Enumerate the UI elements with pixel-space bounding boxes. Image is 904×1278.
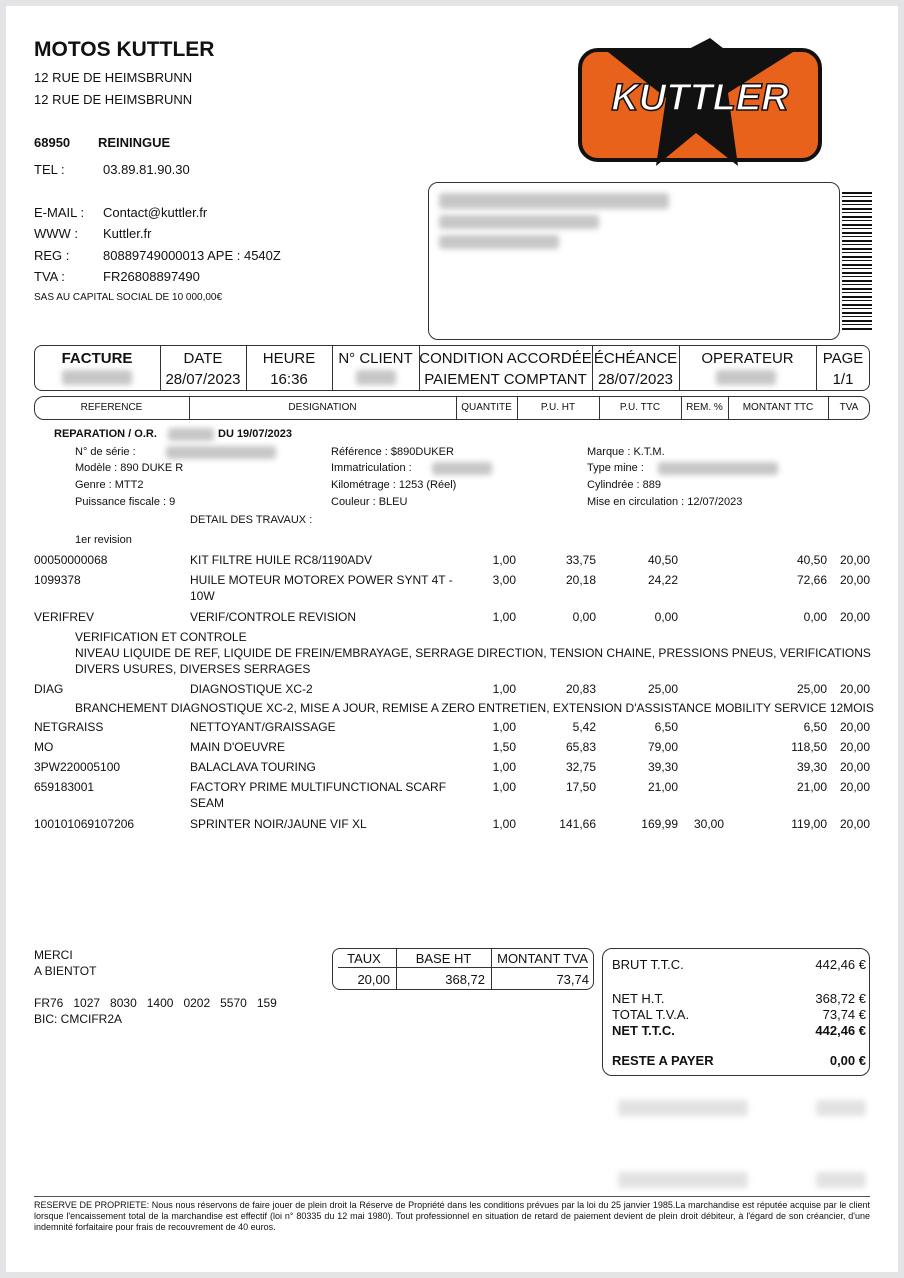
- email-value: Contact@kuttler.fr: [103, 205, 208, 220]
- line-tva: 20,00: [839, 573, 870, 587]
- page-label: PAGE: [822, 350, 864, 367]
- line-pu-ttc: 0,00: [654, 610, 678, 624]
- line-qty: 1,00: [492, 780, 516, 794]
- line-pu-ttc: 21,00: [647, 780, 678, 794]
- line-qty: 1,00: [492, 720, 516, 734]
- vehicle-marque: Marque : K.T.M.: [587, 446, 665, 458]
- detail-title: DETAIL DES TRAVAUX :: [190, 514, 313, 526]
- line-qty: 3,00: [492, 573, 516, 587]
- company-address-line2: 12 RUE DE HEIMSBRUNN: [34, 92, 193, 107]
- verif-note-title: VERIFICATION ET CONTROLE: [75, 630, 247, 644]
- line-qty: 1,00: [492, 760, 516, 774]
- net-ht-value: 368,72 €: [815, 991, 866, 1006]
- verif-note-line2: DIVERS USURES, DIVERSES SERRAGES: [75, 662, 311, 676]
- customer-address-box: [428, 182, 840, 340]
- vehicle-couleur: Couleur : BLEU: [331, 496, 408, 508]
- date-value: 28/07/2023: [165, 371, 241, 388]
- serial-label: N° de série :: [75, 446, 136, 458]
- line-montant: 39,30: [796, 760, 827, 774]
- revision-label: 1er revision: [75, 534, 132, 546]
- line-designation: SPRINTER NOIR/JAUNE VIF XL: [190, 817, 367, 831]
- line-montant: 72,66: [796, 573, 827, 587]
- line-montant: 118,50: [791, 740, 827, 754]
- reste-label: RESTE A PAYER: [612, 1053, 714, 1068]
- line-qty: 1,00: [492, 610, 516, 624]
- line-pu-ht: 20,18: [565, 573, 596, 587]
- line-ref: NETGRAISS: [34, 720, 104, 734]
- line-designation: BALACLAVA TOURING: [190, 760, 316, 774]
- vat-base-label: BASE HT: [415, 951, 472, 966]
- reg-value: 80889749000013 APE : 4540Z: [103, 248, 281, 263]
- tel-value: 03.89.81.90.30: [103, 162, 190, 177]
- bientot-text: A BIENTOT: [34, 964, 97, 978]
- line-designation: DIAGNOSTIQUE XC-2: [190, 682, 313, 696]
- vat-base: 368,72: [445, 972, 485, 987]
- tel-label: TEL :: [34, 162, 65, 177]
- line-tva: 20,00: [839, 553, 870, 567]
- vehicle-reference: Référence : $890DUKER: [331, 446, 454, 458]
- net-ttc-label: NET T.T.C.: [612, 1023, 675, 1038]
- col-designation: DESIGNATION: [288, 402, 357, 413]
- type-mine-label: Type mine :: [587, 462, 644, 474]
- line-pu-ttc: 79,00: [647, 740, 678, 754]
- line-designation: KIT FILTRE HUILE RC8/1190ADV: [190, 553, 373, 567]
- www-value: Kuttler.fr: [103, 226, 152, 241]
- vat-taux: 20,00: [357, 972, 390, 987]
- col-reference: REFERENCE: [80, 402, 143, 413]
- line-pu-ht: 32,75: [565, 760, 596, 774]
- vat-montant: 73,74: [556, 972, 589, 987]
- line-designation: MAIN D'OEUVRE: [190, 740, 285, 754]
- line-ref: 00050000068: [34, 553, 108, 567]
- line-montant: 40,50: [796, 553, 827, 567]
- repair-date: DU 19/07/2023: [218, 428, 292, 440]
- line-rem: 30,00: [693, 817, 724, 831]
- reg-label: REG :: [34, 248, 70, 263]
- client-label: N° CLIENT: [338, 350, 413, 367]
- line-pu-ttc: 6,50: [654, 720, 678, 734]
- barcode: [842, 192, 872, 330]
- line-designation-cont: 10W: [190, 589, 215, 603]
- diag-note: BRANCHEMENT DIAGNOSTIQUE XC-2, MISE A JOUR, REMISE A ZERO ENTRETIEN, EXTENSION D'ASSISTANCE MOBILITY SERVICE 12MOIS: [75, 701, 874, 715]
- col-montant-ttc: MONTANT TTC: [742, 402, 814, 413]
- condition-value: PAIEMENT COMPTANT: [424, 371, 587, 388]
- condition-label: CONDITION ACCORDÉE: [419, 350, 592, 367]
- kuttler-logo: [578, 38, 824, 168]
- line-tva: 20,00: [839, 720, 870, 734]
- col-quantite: QUANTITE: [461, 402, 512, 413]
- line-pu-ttc: 39,30: [647, 760, 678, 774]
- page-value: 1/1: [832, 371, 854, 388]
- line-pu-ht: 0,00: [572, 610, 596, 624]
- reste-value: 0,00 €: [829, 1053, 866, 1068]
- echeance-value: 28/07/2023: [597, 371, 674, 388]
- company-address-line1: 12 RUE DE HEIMSBRUNN: [34, 70, 193, 85]
- line-qty: 1,00: [492, 682, 516, 696]
- line-ref: 659183001: [34, 780, 95, 794]
- brut-value: 442,46 €: [815, 957, 866, 972]
- line-pu-ht: 33,75: [565, 553, 596, 567]
- line-tva: 20,00: [839, 740, 870, 754]
- company-city: REININGUE: [98, 135, 171, 150]
- email-label: E-MAIL :: [34, 205, 85, 220]
- company-name: MOTOS KUTTLER: [34, 38, 215, 61]
- vehicle-cylindree: Cylindrée : 889: [587, 479, 661, 491]
- logo-text: KUTTLER: [611, 77, 789, 119]
- line-pu-ttc: 24,22: [647, 573, 678, 587]
- merci-text: MERCI: [34, 948, 73, 962]
- line-pu-ttc: 40,50: [647, 553, 678, 567]
- invoice-sheet: [6, 6, 898, 1272]
- net-ht-label: NET H.T.: [612, 991, 665, 1006]
- capital-text: SAS AU CAPITAL SOCIAL DE 10 000,00€: [34, 292, 223, 303]
- facture-label: FACTURE: [61, 350, 133, 367]
- verif-note-line1: NIVEAU LIQUIDE DE REF, LIQUIDE DE FREIN/EMBRAYAGE, SERRAGE DIRECTION, TENSION CHAINE, PRESSIONS PNEUS, VERIFICATIONS: [75, 646, 871, 660]
- net-ttc-value: 442,46 €: [815, 1023, 866, 1038]
- iban: FR76 1027 8030 1400 0202 5570 159: [34, 996, 277, 1010]
- line-designation: VERIF/CONTROLE REVISION: [190, 610, 357, 624]
- legal-text: RESERVE DE PROPRIETE: Nous nous réservons de faire jouer de plein droit la Réserve de Propriété dans les conditions prévues par la loi du 25 janvier 1985.La marchandise est réputée acquise par le client lorsque l'encaissement total de la marchandise est effectif (loi n° 80335 du 12 mai 1980). Tout professionnel en situation de retard de paiement devient de plein droit débiteur, à l'égard de son créancier, d'une indemnité forfaitaire pour frais de recouvrement de 40 euros.: [34, 1200, 870, 1232]
- line-qty: 1,00: [492, 817, 516, 831]
- heure-value: 16:36: [270, 371, 308, 388]
- line-montant: 6,50: [803, 720, 827, 734]
- heure-label: HEURE: [262, 350, 316, 367]
- tva-label: TVA :: [34, 269, 65, 284]
- line-pu-ht: 20,83: [565, 682, 596, 696]
- line-pu-ttc: 169,99: [641, 817, 678, 831]
- line-designation: HUILE MOTEUR MOTOREX POWER SYNT 4T -: [190, 573, 453, 587]
- vehicle-genre: Genre : MTT2: [75, 479, 144, 491]
- total-tva-value: 73,74 €: [822, 1007, 866, 1022]
- line-montant: 25,00: [796, 682, 827, 696]
- vat-taux-label: TAUX: [347, 951, 381, 966]
- operateur-label: OPERATEUR: [701, 350, 794, 367]
- line-montant: 119,00: [791, 817, 827, 831]
- tva-value: FR26808897490: [103, 269, 200, 284]
- line-montant: 21,00: [796, 780, 827, 794]
- col-pu-ttc: P.U. TTC: [619, 402, 661, 413]
- company-postcode: 68950: [34, 135, 71, 150]
- line-tva: 20,00: [839, 682, 870, 696]
- vehicle-km: Kilométrage : 1253 (Réel): [331, 479, 457, 491]
- line-pu-ht: 141,66: [559, 817, 596, 831]
- line-ref: MO: [34, 740, 54, 754]
- col-tva: TVA: [839, 402, 859, 413]
- line-ref: DIAG: [34, 682, 64, 696]
- vehicle-puissance: Puissance fiscale : 9: [75, 496, 176, 508]
- line-ref: 100101069107206: [34, 817, 135, 831]
- echeance-label: ÉCHÉANCE: [593, 350, 678, 367]
- line-pu-ht: 65,83: [565, 740, 596, 754]
- logo-sub: KTM: [749, 123, 779, 138]
- line-tva: 20,00: [839, 817, 870, 831]
- line-ref: 1099378: [34, 573, 81, 587]
- line-designation: NETTOYANT/GRAISSAGE: [190, 720, 336, 734]
- line-tva: 20,00: [839, 780, 870, 794]
- line-qty: 1,50: [492, 740, 516, 754]
- line-montant: 0,00: [803, 610, 827, 624]
- total-tva-label: TOTAL T.V.A.: [612, 1007, 690, 1022]
- col-rem: REM. %: [686, 402, 723, 413]
- line-pu-ht: 5,42: [572, 720, 596, 734]
- line-ref: VERIFREV: [34, 610, 95, 624]
- line-tva: 20,00: [839, 610, 870, 624]
- line-designation-cont: SEAM: [190, 796, 225, 810]
- brut-label: BRUT T.T.C.: [612, 957, 684, 972]
- date-label: DATE: [183, 350, 223, 367]
- line-pu-ht: 17,50: [565, 780, 596, 794]
- www-label: WWW :: [34, 226, 79, 241]
- line-ref: 3PW220005100: [34, 760, 121, 774]
- immat-label: Immatriculation :: [331, 462, 412, 474]
- col-pu-ht: P.U. HT: [540, 402, 576, 413]
- bic: BIC: CMCIFR2A: [34, 1012, 123, 1026]
- line-pu-ttc: 25,00: [647, 682, 678, 696]
- vat-montant-label: MONTANT TVA: [497, 951, 588, 966]
- vehicle-modele: Modèle : 890 DUKE R: [75, 462, 184, 474]
- repair-title: REPARATION / O.R.: [54, 428, 157, 440]
- line-designation: FACTORY PRIME MULTIFUNCTIONAL SCARF: [190, 780, 447, 794]
- vehicle-circulation: Mise en circulation : 12/07/2023: [587, 496, 743, 508]
- line-qty: 1,00: [492, 553, 516, 567]
- line-tva: 20,00: [839, 760, 870, 774]
